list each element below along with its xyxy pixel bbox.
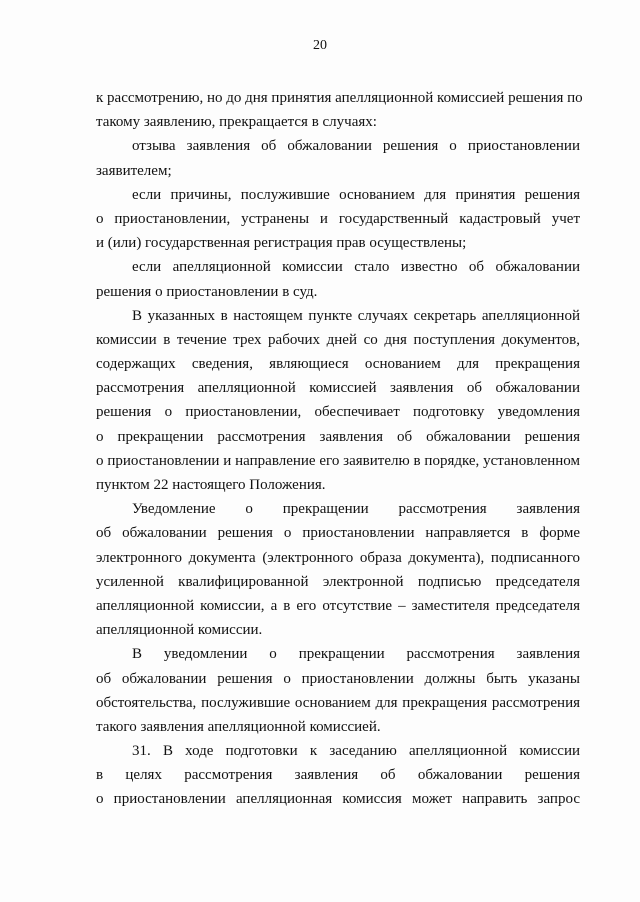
- text-line: В уведомлении о прекращении рассмотрения заявления: [132, 646, 580, 663]
- text-line: В указанных в настоящем пункте случаях секретарь апелляционной: [132, 307, 580, 324]
- text-line: в целях рассмотрения заявления об обжаловании решения: [96, 767, 580, 784]
- text-line: решения о приостановлении, обеспечивает подготовку уведомления: [96, 404, 580, 421]
- text-line: об обжаловании решения о приостановлении должны быть указаны: [96, 670, 580, 687]
- text-line: апелляционной комиссии.: [96, 622, 263, 639]
- text-line: к рассмотрению, но до дня принятия апелляционной комиссией решения по: [96, 90, 583, 106]
- document-body: [96, 86, 583, 812]
- text-line: если апелляционной комиссии стало известно об обжаловании: [132, 259, 580, 276]
- text-line: о приостановлении апелляционная комиссия может направить запрос: [96, 791, 580, 808]
- text-line: 31. В ходе подготовки к заседанию апелляционной комиссии: [132, 743, 580, 760]
- text-line: усиленной квалифицированной электронной подписью председателя: [96, 573, 580, 590]
- text-line: обстоятельства, послужившие основанием для прекращения рассмотрения: [96, 694, 580, 711]
- text-line: и (или) государственная регистрация прав осуществлены;: [96, 235, 467, 252]
- text-line: об обжаловании решения о приостановлении направляется в форме: [96, 525, 580, 542]
- text-line: апелляционной комиссии, а в его отсутствие – заместителя председателя: [96, 597, 580, 614]
- text-line: о прекращении рассмотрения заявления об обжаловании решения: [96, 428, 580, 445]
- text-line: пунктом 22 настоящего Положения.: [96, 477, 326, 493]
- text-line: такому заявлению, прекращается в случаях:: [96, 114, 377, 131]
- page-number: 20: [313, 38, 327, 53]
- text-line: такого заявления апелляционной комиссией.: [96, 718, 381, 735]
- text-line: о приостановлении и направление его заявителю в порядке, установленном: [96, 452, 580, 469]
- text-line: если причины, послужившие основанием для принятия решения: [132, 186, 580, 203]
- text-line: отзыва заявления об обжаловании решения о приостановлении: [132, 138, 580, 155]
- text-line: содержащих сведения, являющиеся основанием для прекращения: [96, 356, 580, 373]
- text-line: рассмотрения апелляционной комиссией заявления об обжаловании: [96, 380, 580, 397]
- text-line: заявителем;: [96, 162, 172, 179]
- text-line: решения о приостановлении в суд.: [96, 283, 318, 300]
- text-line: комиссии в течение трех рабочих дней со дня поступления документов,: [96, 331, 580, 348]
- text-line: Уведомление о прекращении рассмотрения заявления: [132, 501, 580, 518]
- text-line: электронного документа (электронного образа документа), подписанного: [96, 549, 580, 566]
- text-line: о приостановлении, устранены и государственный кадастровый учет: [96, 210, 580, 227]
